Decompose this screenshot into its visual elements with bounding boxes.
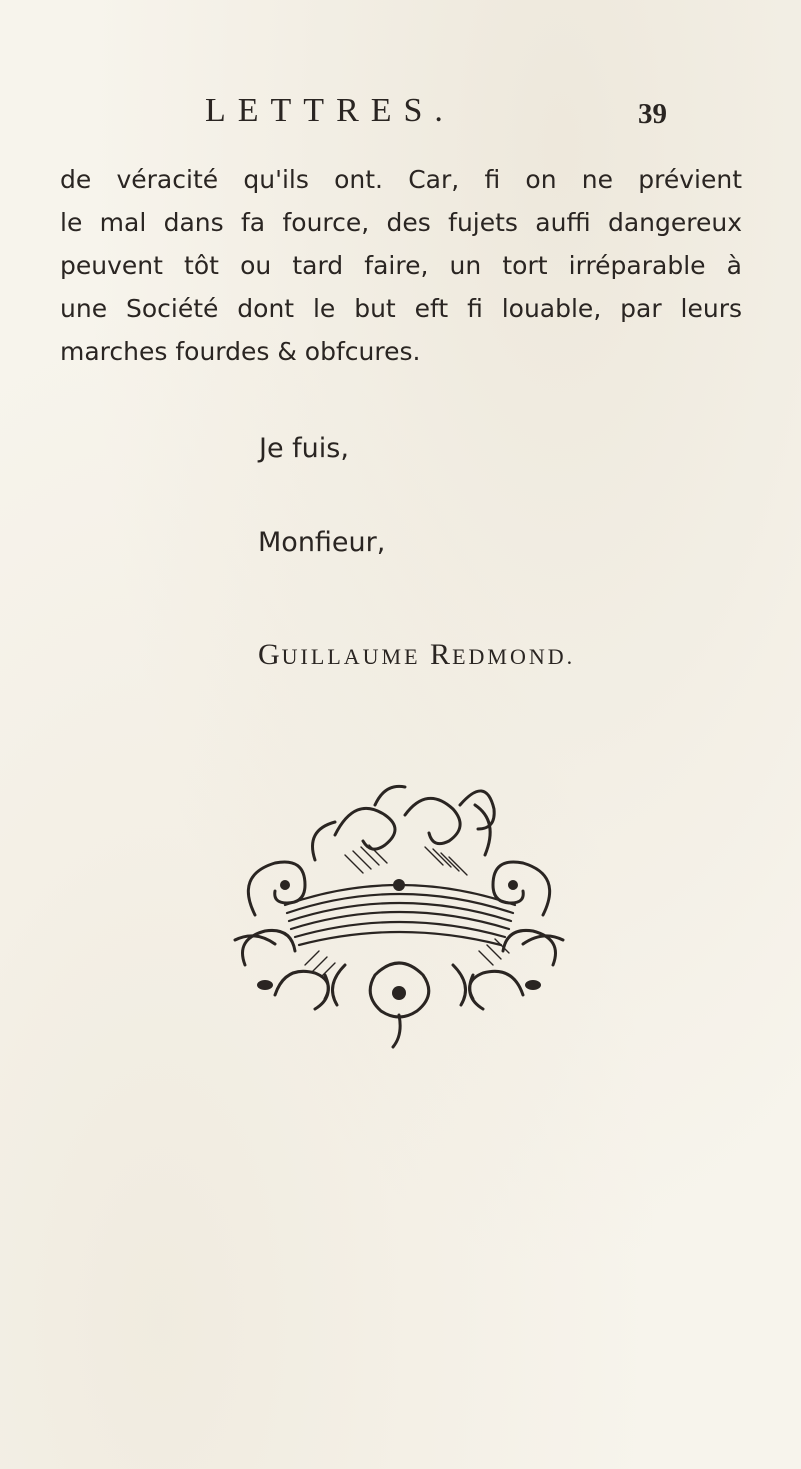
- page-number: 39: [638, 98, 667, 130]
- signature-first-initial: G: [258, 638, 282, 671]
- body-line: le mal dans fa fource, des fujets auffi dangereux: [60, 208, 742, 237]
- closing-formula: Je fuis,: [259, 433, 349, 464]
- body-line: marches fourdes & obfcures.: [60, 337, 421, 366]
- signature: [258, 638, 575, 672]
- signature-first-rest: UILLAUME: [281, 644, 421, 669]
- body-line: une Société dont le but eft fi louable, par leurs: [60, 294, 742, 323]
- signature-last-initial: R: [430, 638, 453, 671]
- body-line: de véracité qu'ils ont. Car, fi on ne prévient: [60, 165, 742, 194]
- signature-last-rest: EDMOND.: [452, 644, 576, 669]
- floral-ornament-icon: [225, 765, 573, 1055]
- running-head: LETTRES.: [205, 92, 455, 129]
- salutation: Monfieur,: [258, 527, 386, 558]
- letter-body: [60, 158, 742, 373]
- body-line: peuvent tôt ou tard faire, un tort irréparable à: [60, 251, 742, 280]
